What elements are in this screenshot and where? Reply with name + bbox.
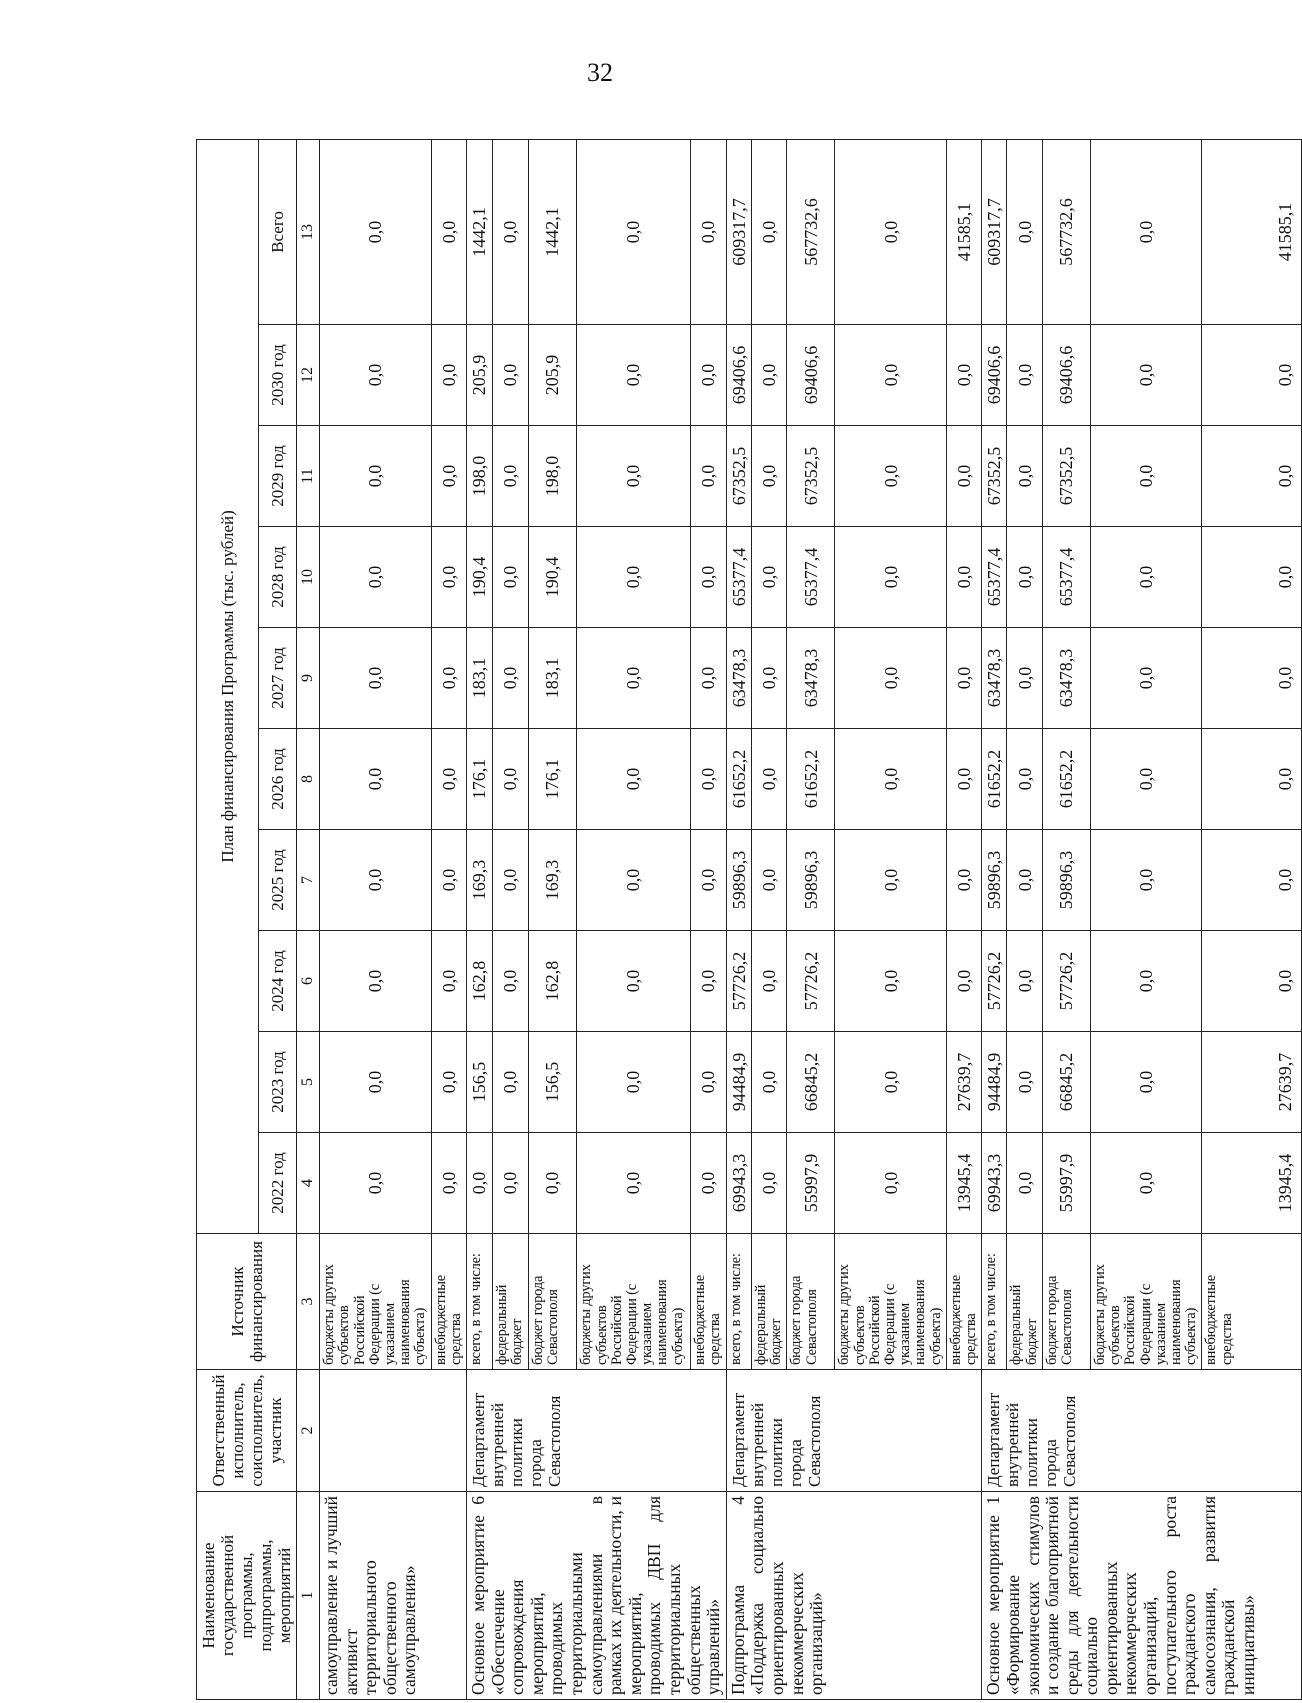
year-value-cell: 190,4 — [528, 527, 577, 628]
year-value-cell: 0,0 — [1090, 527, 1202, 628]
year-value-cell: 0,0 — [431, 527, 466, 628]
year-value-cell: 94484,9 — [982, 1032, 1007, 1133]
year-value-cell: 0,0 — [431, 1032, 466, 1133]
year-value-cell: 0,0 — [1090, 830, 1202, 931]
year-value-cell: 0,0 — [1007, 931, 1042, 1032]
year-value-cell: 0,0 — [690, 931, 726, 1032]
year-value-cell: 169,3 — [528, 830, 577, 931]
year-value-cell: 69406,6 — [982, 325, 1007, 426]
year-value-cell: 59896,3 — [982, 830, 1007, 931]
year-value-cell: 0,0 — [1090, 1032, 1202, 1133]
year-value-cell: 183,1 — [467, 628, 493, 729]
year-value-cell: 176,1 — [528, 729, 577, 830]
table-row — [467, 139, 493, 1699]
funding-source-cell: бюджет города Севастополя — [528, 1234, 577, 1370]
column-number: 4 — [297, 1133, 320, 1234]
header-year: 2022 год — [259, 1133, 297, 1234]
year-value-cell: 0,0 — [1007, 1032, 1042, 1133]
funding-source-cell: бюджет города Севастополя — [1042, 1234, 1090, 1370]
year-value-cell: 65377,4 — [726, 527, 751, 628]
program-name-cell: Основное мероприятие 6 «Обеспечение сопровождения мероприятий, проводимых территориальными самоуправлениями в рамках их деятельности, и мероприятий, проводимых ДВП для территориальных общественных управлений» — [467, 1492, 727, 1700]
year-value-cell: 0,0 — [1202, 931, 1302, 1032]
year-value-cell: 0,0 — [1202, 527, 1302, 628]
year-value-cell: 0,0 — [1090, 931, 1202, 1032]
year-value-cell: 0,0 — [835, 1133, 947, 1234]
total-value-cell: 0,0 — [577, 139, 690, 324]
year-value-cell: 63478,3 — [1042, 628, 1090, 729]
year-value-cell: 0,0 — [946, 830, 981, 931]
year-value-cell: 67352,5 — [787, 426, 835, 527]
year-value-cell: 69943,3 — [726, 1133, 751, 1234]
year-value-cell: 0,0 — [946, 729, 981, 830]
year-value-cell: 0,0 — [492, 1032, 528, 1133]
year-value-cell: 0,0 — [751, 931, 786, 1032]
year-value-cell: 13945,4 — [1202, 1133, 1302, 1234]
year-value-cell: 156,5 — [528, 1032, 577, 1133]
year-value-cell: 0,0 — [492, 830, 528, 931]
year-value-cell: 0,0 — [1202, 325, 1302, 426]
year-value-cell: 0,0 — [467, 1133, 493, 1234]
year-value-cell: 0,0 — [492, 527, 528, 628]
funding-source-cell: внебюджетные средства — [1202, 1234, 1302, 1370]
year-value-cell: 0,0 — [1007, 1133, 1042, 1234]
header-year: 2027 год — [259, 628, 297, 729]
header-year: 2028 год — [259, 527, 297, 628]
total-value-cell: 0,0 — [1090, 139, 1202, 324]
year-value-cell: 69406,6 — [787, 325, 835, 426]
year-value-cell: 66845,2 — [1042, 1032, 1090, 1133]
total-value-cell: 41585,1 — [1202, 139, 1302, 324]
program-name-cell: Подпрограмма 4 «Поддержка социально ориентированных некоммерческих организаций» — [726, 1492, 982, 1700]
executor-cell: Департамент внутренней политики города Севастополя — [467, 1370, 727, 1492]
year-value-cell: 0,0 — [320, 931, 432, 1032]
column-number: 13 — [297, 139, 320, 324]
year-value-cell: 0,0 — [690, 426, 726, 527]
year-value-cell: 0,0 — [1202, 426, 1302, 527]
year-value-cell: 0,0 — [1007, 830, 1042, 931]
year-value-cell: 59896,3 — [1042, 830, 1090, 931]
year-value-cell: 0,0 — [1007, 325, 1042, 426]
year-value-cell: 0,0 — [1202, 830, 1302, 931]
executor-cell: Департамент внутренней политики города Севастополя — [726, 1370, 982, 1492]
total-value-cell: 0,0 — [835, 139, 947, 324]
header-plan: План финансирования Программы (тыс. рублей) — [197, 139, 259, 1233]
table-row — [982, 139, 1007, 1699]
year-value-cell: 0,0 — [835, 830, 947, 931]
year-value-cell: 0,0 — [946, 325, 981, 426]
year-value-cell: 66845,2 — [787, 1032, 835, 1133]
funding-source-cell: бюджеты других субъектов Российской Федерации (с указанием наименования субъекта) — [1090, 1234, 1202, 1370]
header-year: 2026 год — [259, 729, 297, 830]
year-value-cell: 0,0 — [492, 426, 528, 527]
funding-source-cell: всего, в том числе: — [982, 1234, 1007, 1370]
year-value-cell: 0,0 — [320, 1133, 432, 1234]
year-value-cell: 198,0 — [528, 426, 577, 527]
year-value-cell: 0,0 — [492, 729, 528, 830]
year-value-cell: 0,0 — [690, 628, 726, 729]
year-value-cell: 0,0 — [690, 830, 726, 931]
column-number: 11 — [297, 426, 320, 527]
year-value-cell: 65377,4 — [982, 527, 1007, 628]
year-value-cell: 0,0 — [320, 527, 432, 628]
year-value-cell: 176,1 — [467, 729, 493, 830]
year-value-cell: 0,0 — [1090, 1133, 1202, 1234]
header-year: 2024 год — [259, 931, 297, 1032]
year-value-cell: 0,0 — [690, 729, 726, 830]
year-value-cell: 57726,2 — [726, 931, 751, 1032]
year-value-cell: 0,0 — [577, 325, 690, 426]
year-value-cell: 169,3 — [467, 830, 493, 931]
program-name-cell: самоуправление и лучший активист территориального общественного самоуправления» — [320, 1492, 467, 1700]
year-value-cell: 0,0 — [431, 325, 466, 426]
year-value-cell: 0,0 — [431, 729, 466, 830]
column-number: 10 — [297, 527, 320, 628]
header-year: 2029 год — [259, 426, 297, 527]
column-number: 6 — [297, 931, 320, 1032]
year-value-cell: 0,0 — [320, 628, 432, 729]
year-value-cell: 61652,2 — [982, 729, 1007, 830]
year-value-cell: 0,0 — [320, 325, 432, 426]
year-value-cell: 0,0 — [946, 527, 981, 628]
total-value-cell: 609317,7 — [726, 139, 751, 324]
year-value-cell: 61652,2 — [726, 729, 751, 830]
table-row — [320, 139, 432, 1699]
year-value-cell: 0,0 — [1202, 628, 1302, 729]
header-executor: Ответственный исполнитель, соисполнитель, участник — [197, 1370, 297, 1492]
year-value-cell: 0,0 — [431, 628, 466, 729]
total-value-cell: 0,0 — [431, 139, 466, 324]
rotated-table-container — [196, 140, 1296, 1700]
year-value-cell: 0,0 — [320, 1032, 432, 1133]
year-value-cell: 0,0 — [835, 325, 947, 426]
total-value-cell: 0,0 — [1007, 139, 1042, 324]
page-number: 32 — [587, 58, 613, 87]
year-value-cell: 0,0 — [577, 527, 690, 628]
funding-source-cell: внебюджетные средства — [431, 1234, 466, 1370]
year-value-cell: 0,0 — [577, 931, 690, 1032]
total-value-cell: 1442,1 — [467, 139, 493, 324]
year-value-cell: 0,0 — [751, 729, 786, 830]
funding-source-cell: федеральный бюджет — [1007, 1234, 1042, 1370]
funding-source-cell: бюджеты других субъектов Российской Федерации (с указанием наименования субъекта) — [835, 1234, 947, 1370]
year-value-cell: 0,0 — [690, 1133, 726, 1234]
total-value-cell: 567732,6 — [787, 139, 835, 324]
year-value-cell: 0,0 — [751, 426, 786, 527]
executor-cell — [320, 1370, 467, 1492]
table-row — [726, 139, 751, 1699]
year-value-cell: 0,0 — [690, 325, 726, 426]
year-value-cell: 0,0 — [690, 1032, 726, 1133]
funding-source-cell: всего, в том числе: — [726, 1234, 751, 1370]
year-value-cell: 0,0 — [577, 830, 690, 931]
year-value-cell: 156,5 — [467, 1032, 493, 1133]
year-value-cell: 0,0 — [577, 628, 690, 729]
header-total: Всего — [259, 139, 297, 324]
year-value-cell: 0,0 — [577, 426, 690, 527]
year-value-cell: 0,0 — [1007, 628, 1042, 729]
column-number: 1 — [297, 1492, 320, 1700]
total-value-cell: 609317,7 — [982, 139, 1007, 324]
year-value-cell: 0,0 — [835, 729, 947, 830]
year-value-cell: 55997,9 — [1042, 1133, 1090, 1234]
year-value-cell: 0,0 — [431, 830, 466, 931]
funding-source-cell: внебюджетные средства — [690, 1234, 726, 1370]
header-year: 2025 год — [259, 830, 297, 931]
year-value-cell: 162,8 — [467, 931, 493, 1032]
year-value-cell: 0,0 — [751, 527, 786, 628]
year-value-cell: 205,9 — [467, 325, 493, 426]
funding-source-cell: бюджет города Севастополя — [787, 1234, 835, 1370]
total-value-cell: 0,0 — [492, 139, 528, 324]
year-value-cell: 65377,4 — [1042, 527, 1090, 628]
year-value-cell: 0,0 — [431, 426, 466, 527]
year-value-cell: 0,0 — [1007, 729, 1042, 830]
year-value-cell: 63478,3 — [982, 628, 1007, 729]
year-value-cell: 0,0 — [320, 830, 432, 931]
year-value-cell: 0,0 — [528, 1133, 577, 1234]
total-value-cell: 41585,1 — [946, 139, 981, 324]
year-value-cell: 69943,3 — [982, 1133, 1007, 1234]
header-source: Источник финансирования — [197, 1234, 297, 1370]
year-value-cell: 0,0 — [577, 1032, 690, 1133]
executor-cell: Департамент внутренней политики города Севастополя — [982, 1370, 1302, 1492]
year-value-cell: 94484,9 — [726, 1032, 751, 1133]
year-value-cell: 27639,7 — [1202, 1032, 1302, 1133]
year-value-cell: 63478,3 — [787, 628, 835, 729]
program-name-cell: Основное мероприятие 1 «Формирование экономических стимулов и создание благоприятной среды для деятельности социально ориентированных некоммерческих организаций, поступательного роста гражданского самосознания, развития гражданской инициативы» — [982, 1492, 1302, 1700]
column-number: 8 — [297, 729, 320, 830]
year-value-cell: 0,0 — [690, 527, 726, 628]
column-number: 12 — [297, 325, 320, 426]
year-value-cell: 61652,2 — [1042, 729, 1090, 830]
year-value-cell: 67352,5 — [982, 426, 1007, 527]
year-value-cell: 61652,2 — [787, 729, 835, 830]
year-value-cell: 57726,2 — [982, 931, 1007, 1032]
year-value-cell: 0,0 — [835, 628, 947, 729]
year-value-cell: 0,0 — [835, 1032, 947, 1133]
year-value-cell: 205,9 — [528, 325, 577, 426]
year-value-cell: 0,0 — [1007, 527, 1042, 628]
funding-source-cell: внебюджетные средства — [946, 1234, 981, 1370]
year-value-cell: 59896,3 — [726, 830, 751, 931]
year-value-cell: 0,0 — [1202, 729, 1302, 830]
year-value-cell: 0,0 — [492, 931, 528, 1032]
year-value-cell: 67352,5 — [1042, 426, 1090, 527]
year-value-cell: 0,0 — [946, 426, 981, 527]
funding-source-cell: федеральный бюджет — [751, 1234, 786, 1370]
year-value-cell: 0,0 — [1090, 628, 1202, 729]
year-value-cell: 69406,6 — [1042, 325, 1090, 426]
year-value-cell: 27639,7 — [946, 1032, 981, 1133]
year-value-cell: 59896,3 — [787, 830, 835, 931]
year-value-cell: 69406,6 — [726, 325, 751, 426]
total-value-cell: 0,0 — [751, 139, 786, 324]
year-value-cell: 0,0 — [577, 1133, 690, 1234]
year-value-cell: 0,0 — [577, 729, 690, 830]
year-value-cell: 183,1 — [528, 628, 577, 729]
header-name: Наименование государственной программы, подпрограммы, мероприятий — [197, 1492, 297, 1700]
total-value-cell: 0,0 — [690, 139, 726, 324]
column-number: 3 — [297, 1234, 320, 1370]
total-value-cell: 567732,6 — [1042, 139, 1090, 324]
year-value-cell: 67352,5 — [726, 426, 751, 527]
year-value-cell: 57726,2 — [787, 931, 835, 1032]
year-value-cell: 0,0 — [751, 1133, 786, 1234]
year-value-cell: 0,0 — [751, 628, 786, 729]
year-value-cell: 0,0 — [751, 830, 786, 931]
funding-source-cell: бюджеты других субъектов Российской Федерации (с указанием наименования субъекта) — [320, 1234, 432, 1370]
total-value-cell: 1442,1 — [528, 139, 577, 324]
year-value-cell: 13945,4 — [946, 1133, 981, 1234]
year-value-cell: 0,0 — [1007, 426, 1042, 527]
year-value-cell: 0,0 — [835, 931, 947, 1032]
year-value-cell: 0,0 — [751, 325, 786, 426]
table-body — [320, 139, 1302, 1699]
column-number: 7 — [297, 830, 320, 931]
year-value-cell: 63478,3 — [726, 628, 751, 729]
year-value-cell: 0,0 — [1090, 325, 1202, 426]
total-value-cell: 0,0 — [320, 139, 432, 324]
column-number: 5 — [297, 1032, 320, 1133]
year-value-cell: 0,0 — [946, 628, 981, 729]
year-value-cell: 55997,9 — [787, 1133, 835, 1234]
year-value-cell: 0,0 — [431, 1133, 466, 1234]
funding-source-cell: федеральный бюджет — [492, 1234, 528, 1370]
year-value-cell: 0,0 — [835, 527, 947, 628]
funding-source-cell: бюджеты других субъектов Российской Федерации (с указанием наименования субъекта) — [577, 1234, 690, 1370]
year-value-cell: 0,0 — [431, 931, 466, 1032]
year-value-cell: 0,0 — [835, 426, 947, 527]
financing-plan-table — [196, 139, 1302, 1700]
year-value-cell: 162,8 — [528, 931, 577, 1032]
funding-source-cell: всего, в том числе: — [467, 1234, 493, 1370]
year-value-cell: 0,0 — [320, 426, 432, 527]
year-value-cell: 0,0 — [1090, 426, 1202, 527]
header-year: 2030 год — [259, 325, 297, 426]
year-value-cell: 190,4 — [467, 527, 493, 628]
column-number: 2 — [297, 1370, 320, 1492]
year-value-cell: 0,0 — [1090, 729, 1202, 830]
year-value-cell: 65377,4 — [787, 527, 835, 628]
year-value-cell: 57726,2 — [1042, 931, 1090, 1032]
year-value-cell: 0,0 — [492, 1133, 528, 1234]
column-number: 9 — [297, 628, 320, 729]
header-year: 2023 год — [259, 1032, 297, 1133]
year-value-cell: 0,0 — [751, 1032, 786, 1133]
year-value-cell: 0,0 — [492, 628, 528, 729]
year-value-cell: 0,0 — [492, 325, 528, 426]
year-value-cell: 0,0 — [320, 729, 432, 830]
year-value-cell: 0,0 — [946, 931, 981, 1032]
year-value-cell: 198,0 — [467, 426, 493, 527]
